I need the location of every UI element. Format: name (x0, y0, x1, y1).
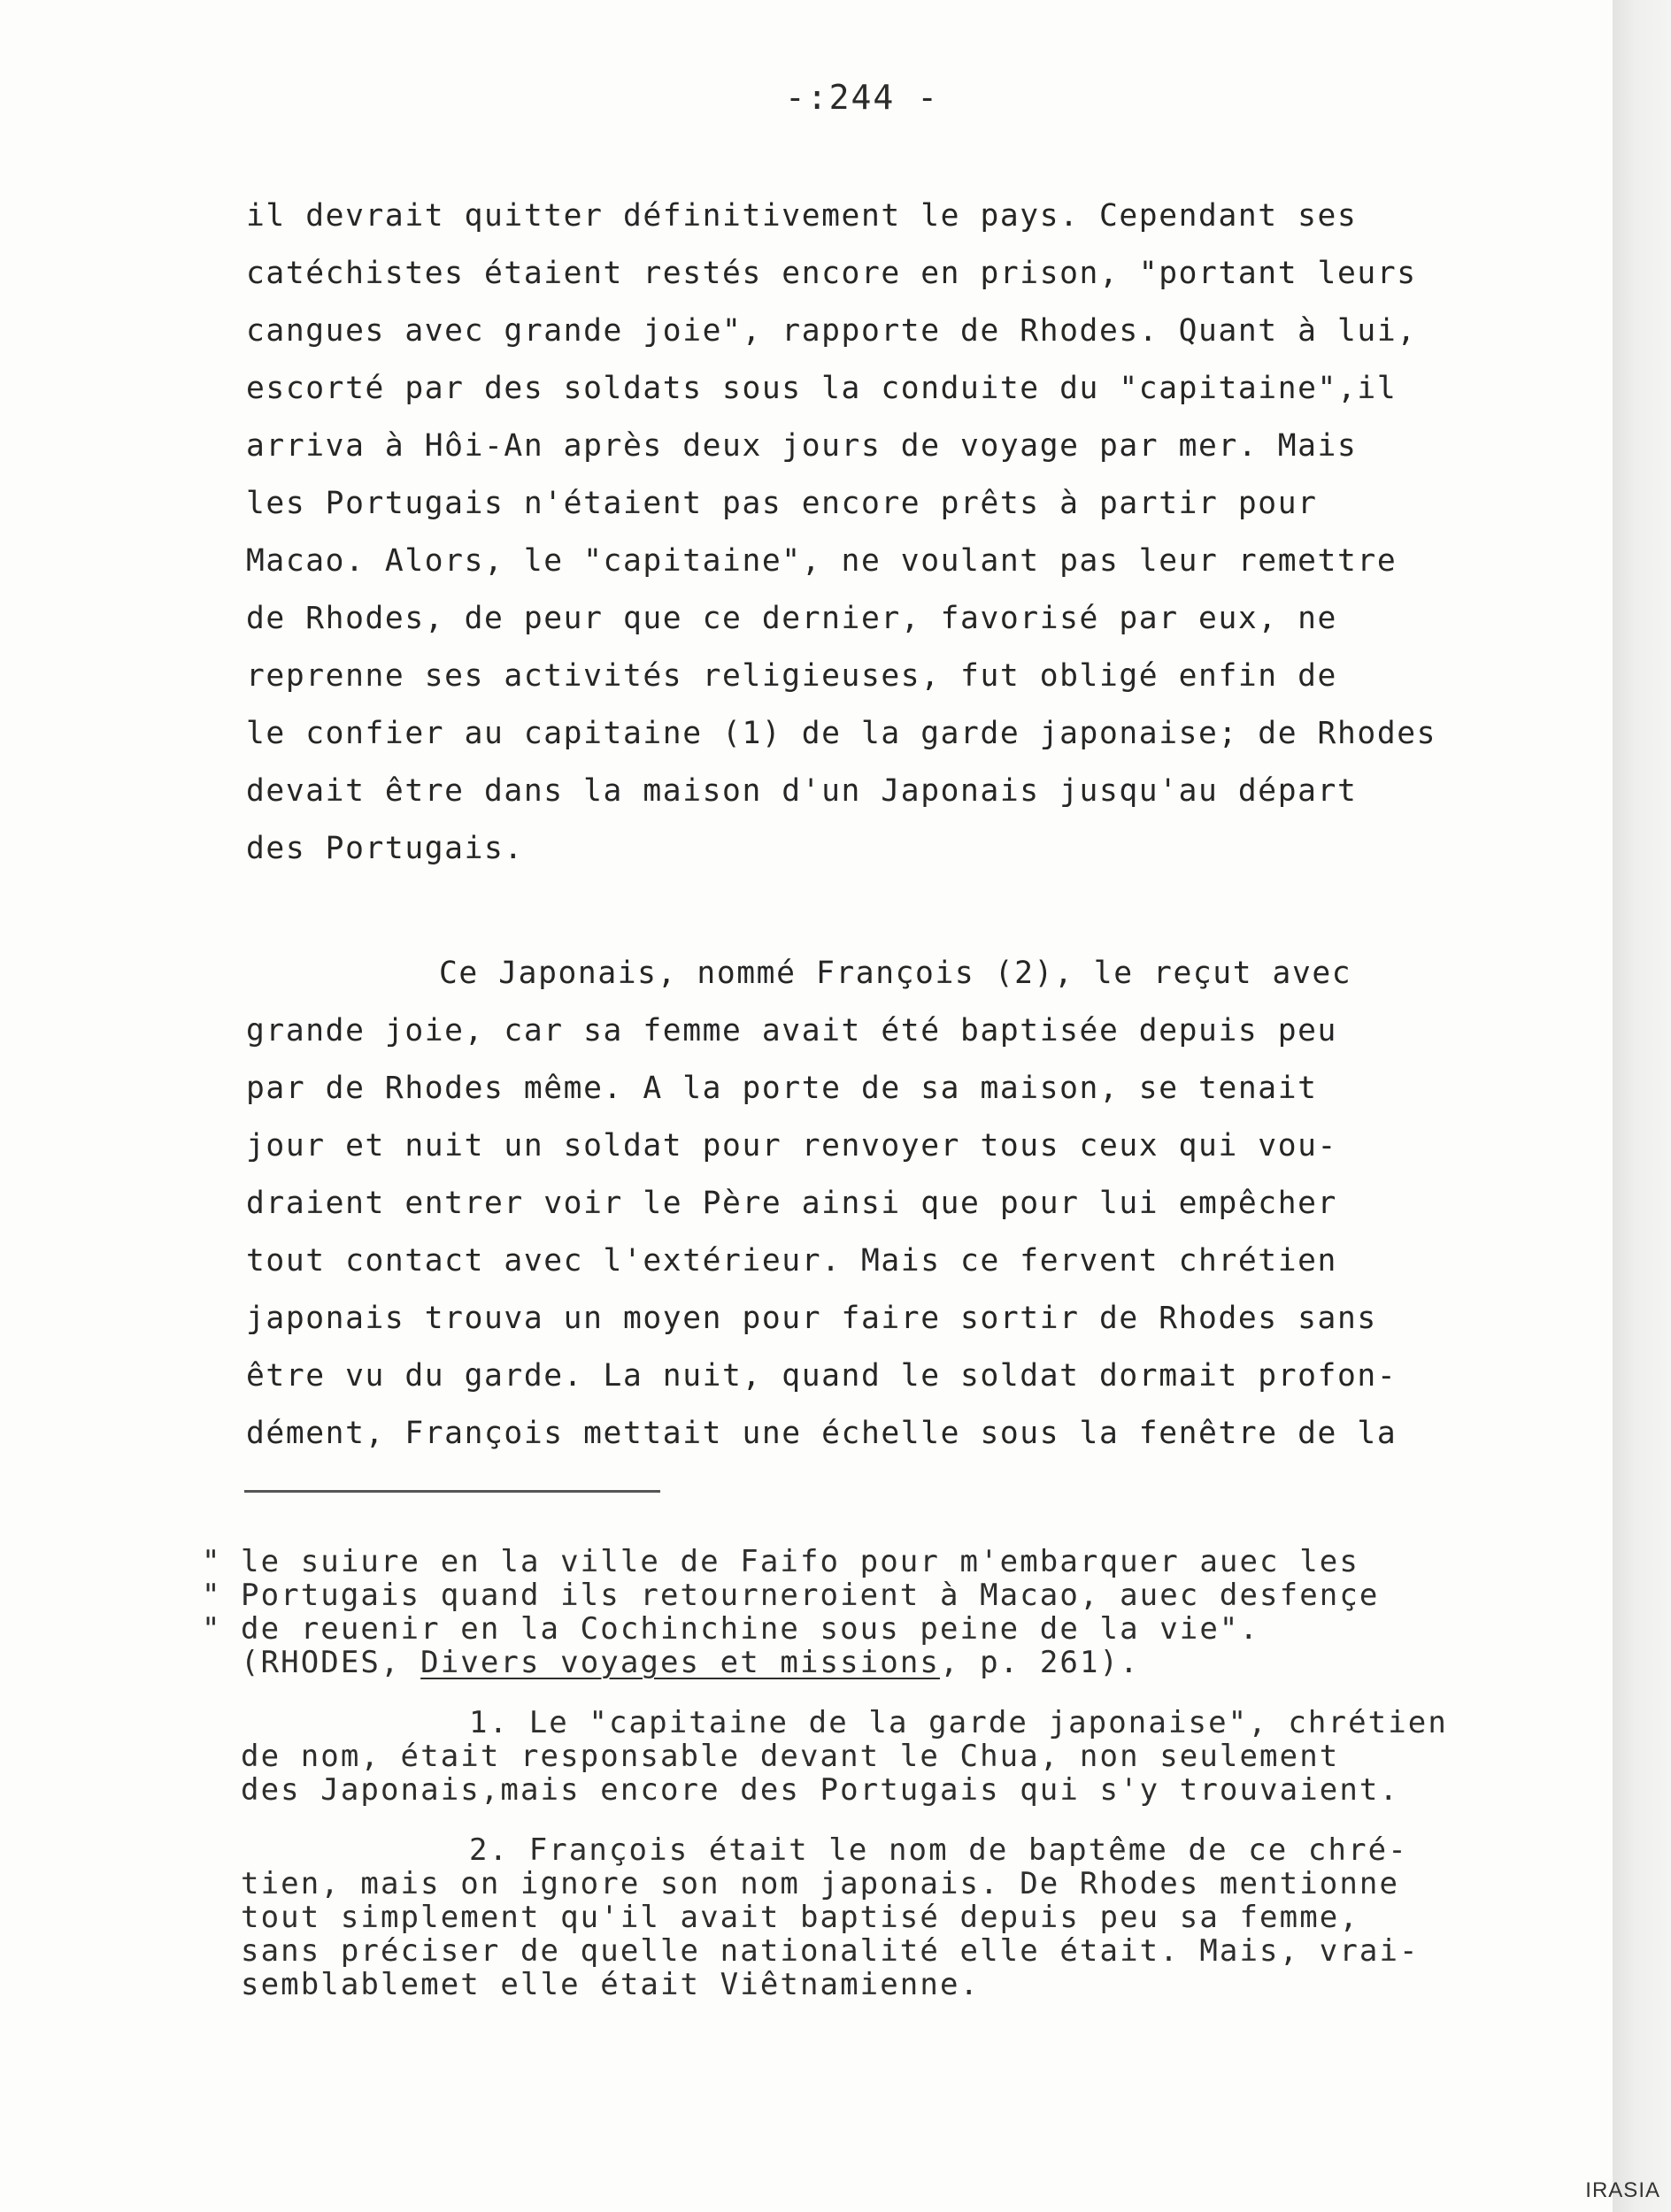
text-line: Ce Japonais, nommé François (2), le reçut avec (439, 956, 1352, 991)
text-line: il devrait quitter définitivement le pays. Cependant ses (246, 198, 1358, 234)
quote-text: le suiure en la ville de Faifo pour m'embarquer auec les (241, 1544, 1359, 1579)
text-line: dément, François mettait une échelle sous la fenêtre de la (246, 1416, 1398, 1451)
quote-text: Portugais quand ils retourneroient à Macao, auec desfençe (241, 1578, 1380, 1613)
footnote-divider (244, 1490, 660, 1493)
footnote-line: tien, mais on ignore son nom japonais. De Rhodes mentionne (241, 1866, 1400, 1901)
quote-line (202, 1545, 1582, 1578)
main-text (246, 188, 1574, 1463)
text-line: devait être dans la maison d'un Japonais jusqu'au départ (246, 773, 1358, 809)
text-line: draient entrer voir le Père ainsi que pour lui empêcher (246, 1186, 1337, 1221)
scan-edge (1613, 0, 1671, 2212)
quote-mark: " (202, 1544, 222, 1579)
footnote-quote (202, 1545, 1582, 1679)
footnote-line: 2. François était le nom de baptême de ce chré- (469, 1832, 1408, 1868)
footnote-line: des Japonais,mais encore des Portugais qui s'y trouvaient. (241, 1772, 1400, 1808)
footnotes (202, 1545, 1582, 2001)
text-line: le confier au capitaine (1) de la garde japonaise; de Rhodes (246, 716, 1437, 751)
paragraph-gap (246, 878, 1574, 945)
quote-line (202, 1612, 1582, 1646)
footnote-2 (202, 1833, 1582, 2001)
footnote-gap (202, 1679, 1582, 1706)
text-line: tout contact avec l'extérieur. Mais ce fervent chrétien (246, 1243, 1337, 1279)
footnote-line: de nom, était responsable devant le Chua, non seulement (241, 1739, 1340, 1774)
text-line: grande joie, car sa femme avait été baptisée depuis peu (246, 1013, 1337, 1048)
footnote-line: sans préciser de quelle nationalité elle était. Mais, vrai- (241, 1933, 1420, 1969)
citation-title: Divers voyages et missions (420, 1645, 940, 1680)
quote-mark: " (202, 1578, 222, 1613)
text-line: arriva à Hôi-An après deux jours de voyage par mer. Mais (246, 428, 1358, 464)
footnote-line: tout simplement qu'il avait baptisé depuis peu sa femme, (241, 1900, 1359, 1935)
text-line: les Portugais n'étaient pas encore prêts à partir pour (246, 486, 1318, 521)
text-line: de Rhodes, de peur que ce dernier, favorisé par eux, ne (246, 601, 1337, 636)
quote-line (202, 1578, 1582, 1612)
text-line: jour et nuit un soldat pour renvoyer tous ceux qui vou- (246, 1128, 1337, 1164)
footnote-line: semblablemet elle était Viêtnamienne. (241, 1967, 981, 2002)
text-line: par de Rhodes même. A la porte de sa maison, se tenait (246, 1071, 1318, 1106)
text-line: cangues avec grande joie", rapporte de Rhodes. Quant à lui, (246, 313, 1417, 349)
text-line: reprenne ses activités religieuses, fut obligé enfin de (246, 658, 1337, 694)
text-line: japonais trouva un moyen pour faire sortir de Rhodes sans (246, 1301, 1377, 1336)
citation-prefix: (RHODES, (241, 1645, 421, 1680)
text-line: Macao. Alors, le "capitaine", ne voulant pas leur remettre (246, 543, 1398, 579)
quote-mark: " (202, 1611, 222, 1647)
text-line: catéchistes étaient restés encore en prison, "portant leurs (246, 256, 1417, 291)
text-line: escorté par des soldats sous la conduite du "capitaine",il (246, 371, 1398, 406)
quote-text: de reuenir en la Cochinchine sous peine de la vie". (241, 1611, 1260, 1647)
page-number: -:244 - (784, 78, 940, 117)
text-line: des Portugais. (246, 831, 524, 866)
footnote-1 (202, 1706, 1582, 1807)
watermark: IRASIA (1585, 2178, 1660, 2202)
text-line: être vu du garde. La nuit, quand le soldat dormait profon- (246, 1358, 1398, 1394)
footnote-line: 1. Le "capitaine de la garde japonaise", chrétien (469, 1705, 1448, 1740)
citation (202, 1646, 1582, 1679)
paragraph-2 (246, 945, 1574, 1463)
footnote-gap (202, 1807, 1582, 1833)
paragraph-1 (246, 188, 1574, 878)
citation-suffix: , p. 261). (939, 1645, 1140, 1680)
